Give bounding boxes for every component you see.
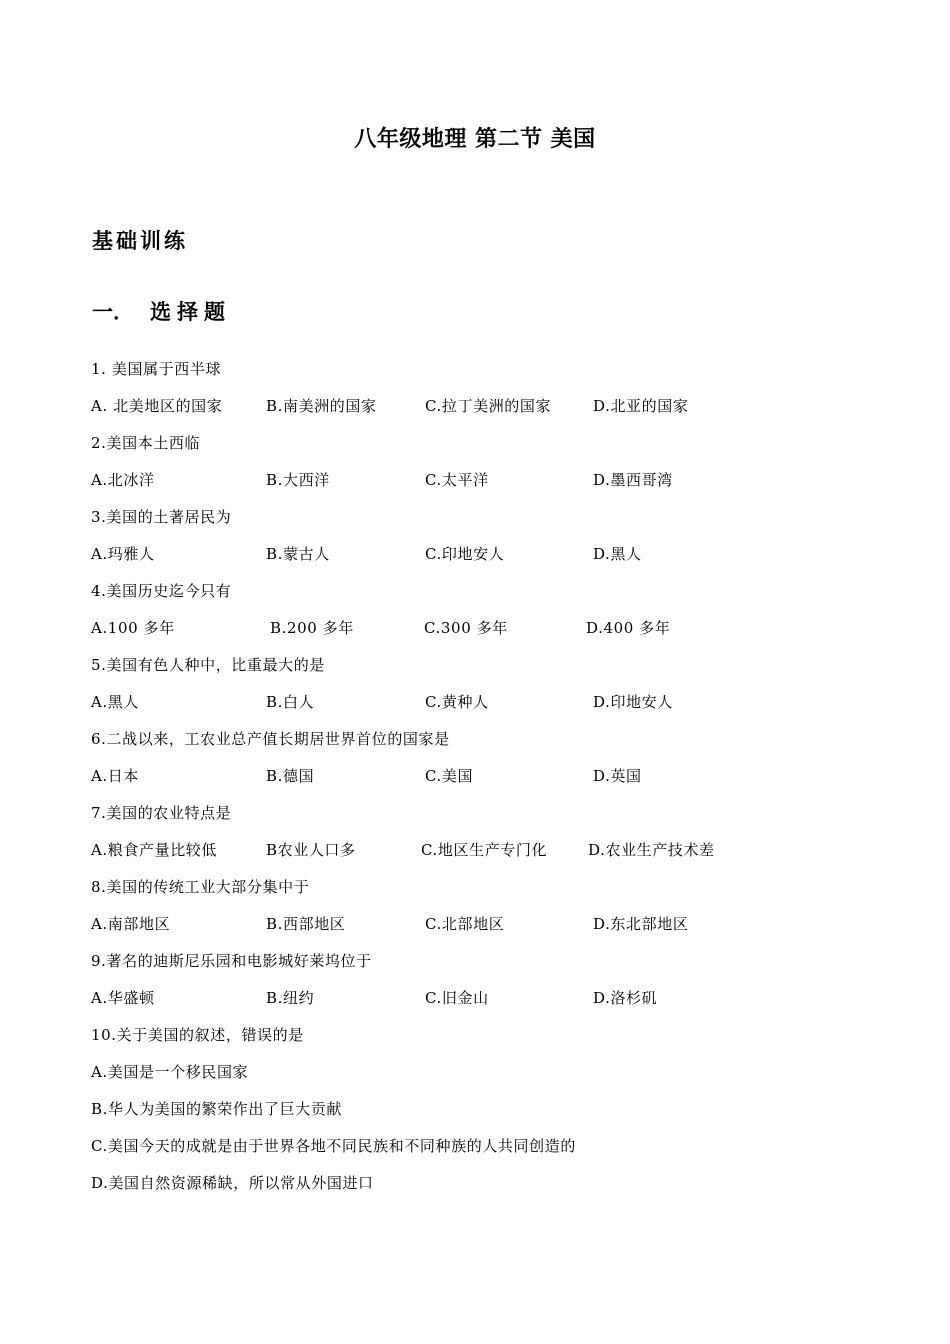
option-c: C.300 多年 [424, 619, 508, 637]
option-b: B.南美洲的国家 [266, 397, 377, 415]
option-d: D.北亚的国家 [593, 397, 689, 415]
question-stem: 9.著名的迪斯尼乐园和电影城好莱坞位于 [91, 952, 372, 970]
question-options [91, 468, 891, 492]
option-d: D.美国自然资源稀缺，所以常从外国进口 [91, 1174, 374, 1192]
option-d: D.英国 [593, 767, 642, 785]
option-b: B.200 多年 [270, 619, 354, 637]
question-stem: 8.美国的传统工业大部分集中于 [91, 878, 310, 896]
option-c: C.美国 [425, 767, 474, 785]
option-d: D.墨西哥湾 [593, 471, 673, 489]
subsection-number: 一． [92, 299, 134, 324]
option-a: A.粮食产量比较低 [91, 841, 218, 859]
option-a: A.黑人 [91, 693, 140, 711]
subsection-label: 选择题 [150, 299, 231, 324]
option-a: A. 北美地区的国家 [91, 397, 223, 415]
option-a: A.日本 [91, 767, 140, 785]
section-heading: 基础训练 [92, 228, 188, 253]
option-a: A.华盛顿 [91, 989, 155, 1007]
question-options [91, 394, 891, 418]
option-b: B.白人 [266, 693, 315, 711]
option-d: D.洛杉矶 [593, 989, 658, 1007]
option-b: B.蒙古人 [266, 545, 330, 563]
option-a: A.南部地区 [91, 915, 171, 933]
option-a: A.100 多年 [91, 619, 175, 637]
option-a: A.美国是一个移民国家 [91, 1063, 249, 1081]
question-options [91, 912, 891, 936]
option-d: D.东北部地区 [593, 915, 689, 933]
option-b: B.德国 [266, 767, 315, 785]
option-c: C.美国今天的成就是由于世界各地不同民族和不同种族的人共同创造的 [91, 1137, 576, 1155]
option-b: B.纽约 [266, 989, 315, 1007]
option-c: C.拉丁美洲的国家 [425, 397, 552, 415]
question-stem: 3.美国的土著居民为 [91, 508, 232, 526]
question-stem: 4.美国历史迄今只有 [91, 582, 232, 600]
option-a: A.玛雅人 [91, 545, 155, 563]
option-c: C.太平洋 [425, 471, 489, 489]
question-stem: 5.美国有色人种中，比重最大的是 [91, 656, 325, 674]
question-stem: 1. 美国属于西半球 [91, 360, 222, 378]
question-stem: 2.美国本土西临 [91, 434, 201, 452]
option-b: B.西部地区 [266, 915, 346, 933]
option-c: C.旧金山 [425, 989, 489, 1007]
subsection-heading [92, 297, 231, 327]
option-d: D.黑人 [593, 545, 642, 563]
question-stem: 10.关于美国的叙述，错误的是 [91, 1026, 304, 1044]
question-options [91, 838, 891, 862]
option-b: B.大西洋 [266, 471, 330, 489]
question-options [91, 986, 891, 1010]
question-options [91, 764, 891, 788]
question-options [91, 690, 891, 714]
option-d: D.400 多年 [586, 619, 671, 637]
option-a: A.北冰洋 [91, 471, 155, 489]
option-c: C.印地安人 [425, 545, 505, 563]
question-options [91, 542, 891, 566]
question-stem: 7.美国的农业特点是 [91, 804, 232, 822]
option-d: D.印地安人 [593, 693, 673, 711]
page-title: 八年级地理 第二节 美国 [354, 127, 596, 152]
option-c: C.地区生产专门化 [421, 841, 548, 859]
option-b: B农业人口多 [266, 841, 356, 859]
question-stem: 6.二战以来，工农业总产值长期居世界首位的国家是 [91, 730, 450, 748]
option-d: D.农业生产技术差 [588, 841, 715, 859]
option-b: B.华人为美国的繁荣作出了巨大贡献 [91, 1100, 342, 1118]
question-options [91, 616, 891, 640]
option-c: C.北部地区 [425, 915, 505, 933]
option-c: C.黄种人 [425, 693, 489, 711]
